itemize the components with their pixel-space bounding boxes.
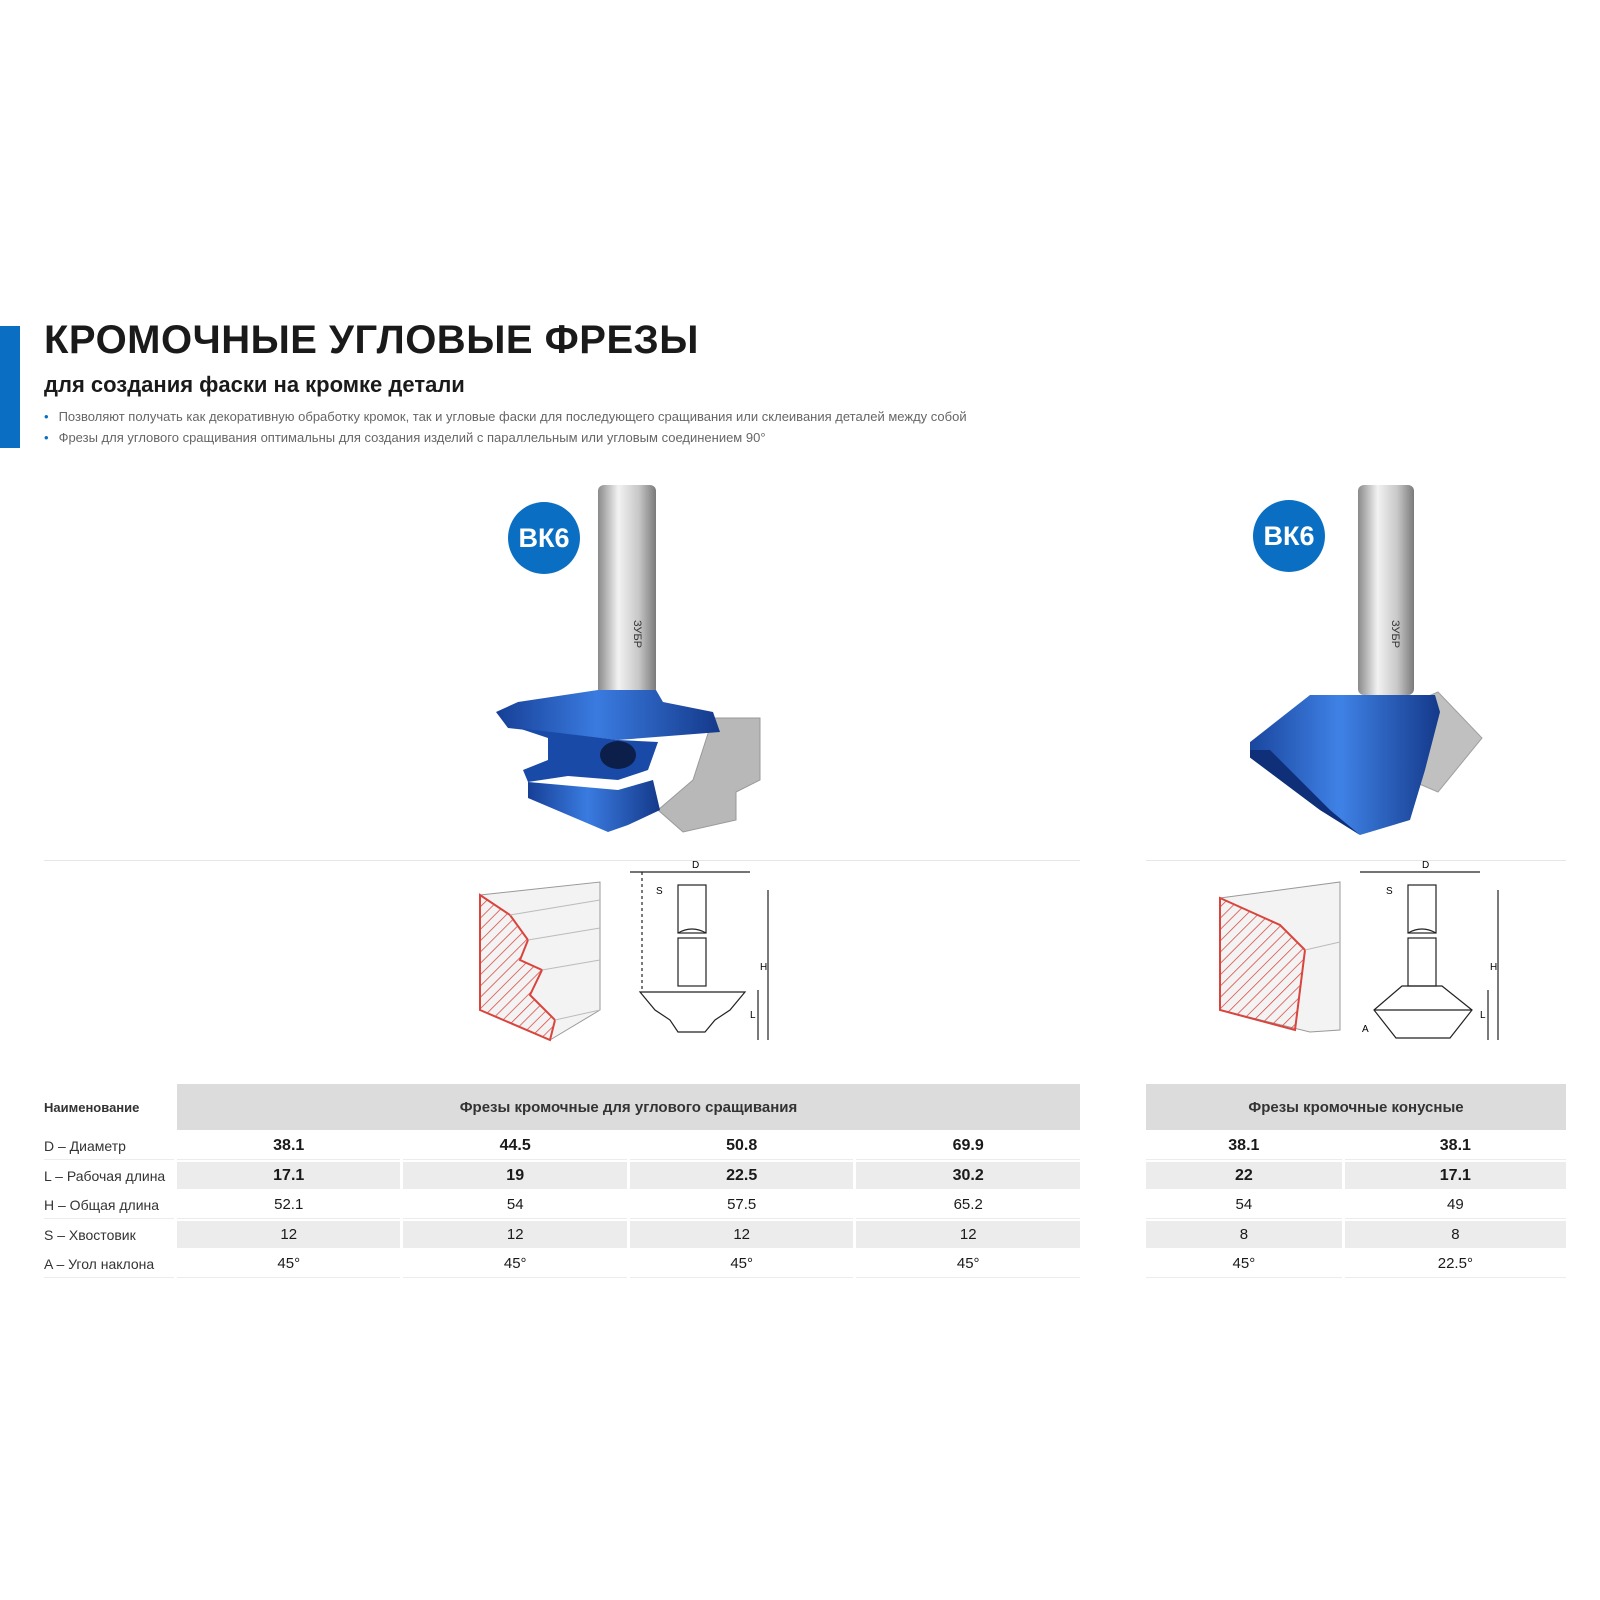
table-cell: 12	[630, 1221, 853, 1248]
table-cell: 57.5	[630, 1191, 853, 1219]
corner-joint-profile-drawing	[470, 860, 790, 1060]
table-row	[1146, 1250, 1566, 1278]
dim-label: L	[1480, 1010, 1486, 1021]
dim-label: L	[750, 1010, 756, 1021]
brand-mark: ЗУБР	[631, 620, 643, 649]
spec-table-corner-joint	[41, 1082, 1083, 1280]
table-cell: 19	[403, 1162, 626, 1189]
table-row	[1146, 1191, 1566, 1219]
table-cell: 45°	[1146, 1250, 1342, 1278]
table-cell: 50.8	[630, 1132, 853, 1160]
table-cell: 45°	[177, 1250, 400, 1278]
group-header: Фрезы кромочные конусные	[1146, 1084, 1566, 1130]
row-label: H – Общая длина	[44, 1191, 174, 1219]
group-header: Фрезы кромочные для углового сращивания	[177, 1084, 1080, 1130]
brand-mark: ЗУБР	[1389, 620, 1401, 649]
table-cell: 38.1	[177, 1132, 400, 1160]
corner-joint-bit-photo	[488, 480, 788, 855]
table-cell: 17.1	[1345, 1162, 1566, 1189]
table-cell: 22.5°	[1345, 1250, 1566, 1278]
table-cell: 69.9	[856, 1132, 1080, 1160]
dim-label: A	[1362, 1024, 1369, 1035]
table-cell: 44.5	[403, 1132, 626, 1160]
table-cell: 54	[1146, 1191, 1342, 1219]
table-cell: 49	[1345, 1191, 1566, 1219]
table-row	[44, 1132, 1080, 1160]
table-cell: 30.2	[856, 1162, 1080, 1189]
table-cell: 17.1	[177, 1162, 400, 1189]
material-badge: ВК6	[1253, 500, 1325, 572]
row-label: A – Угол наклона	[44, 1250, 174, 1278]
page-title: КРОМОЧНЫЕ УГЛОВЫЕ ФРЕЗЫ	[44, 318, 699, 362]
table-row	[44, 1191, 1080, 1219]
row-label: D – Диаметр	[44, 1132, 174, 1160]
table-row	[44, 1250, 1080, 1278]
conical-bit-photo	[1250, 480, 1520, 855]
table-row	[1146, 1132, 1566, 1160]
table-row	[44, 1162, 1080, 1189]
table-cell: 12	[856, 1221, 1080, 1248]
feature-list	[44, 406, 967, 448]
conical-profile-drawing	[1210, 860, 1530, 1060]
dim-label: H	[1490, 962, 1498, 973]
table-cell: 12	[177, 1221, 400, 1248]
row-label: S – Хвостовик	[44, 1221, 174, 1248]
table-cell: 52.1	[177, 1191, 400, 1219]
dim-label: D	[692, 860, 700, 871]
dim-label: D	[1422, 860, 1430, 871]
table-cell: 54	[403, 1191, 626, 1219]
table-cell: 38.1	[1345, 1132, 1566, 1160]
table-cell: 45°	[403, 1250, 626, 1278]
table-cell: 45°	[856, 1250, 1080, 1278]
dim-label: S	[656, 886, 663, 897]
table-cell: 8	[1345, 1221, 1566, 1248]
row-label: L – Рабочая длина	[44, 1162, 174, 1189]
dim-label: S	[1386, 886, 1393, 897]
table-row	[1146, 1162, 1566, 1189]
table-row	[44, 1221, 1080, 1248]
table-cell: 45°	[630, 1250, 853, 1278]
feature-item: • Позволяют получать как декоративную обработку кромок, так и угловые фаски для последующего сращивания или склеивания деталей между собой	[44, 406, 967, 427]
table-cell: 65.2	[856, 1191, 1080, 1219]
accent-bar	[0, 326, 20, 448]
page-subtitle: для создания фаски на кромке детали	[44, 372, 465, 397]
table-cell: 8	[1146, 1221, 1342, 1248]
table-cell: 22	[1146, 1162, 1342, 1189]
feature-item: • Фрезы для углового сращивания оптимальны для создания изделий с параллельным или угловым соединением 90°	[44, 427, 967, 448]
material-badge: ВК6	[508, 502, 580, 574]
table-cell: 22.5	[630, 1162, 853, 1189]
dim-label: H	[760, 962, 768, 973]
column-header-name: Наименование	[44, 1084, 174, 1130]
table-cell: 12	[403, 1221, 626, 1248]
table-cell: 38.1	[1146, 1132, 1342, 1160]
spec-table-conical	[1143, 1082, 1569, 1280]
table-row	[1146, 1221, 1566, 1248]
